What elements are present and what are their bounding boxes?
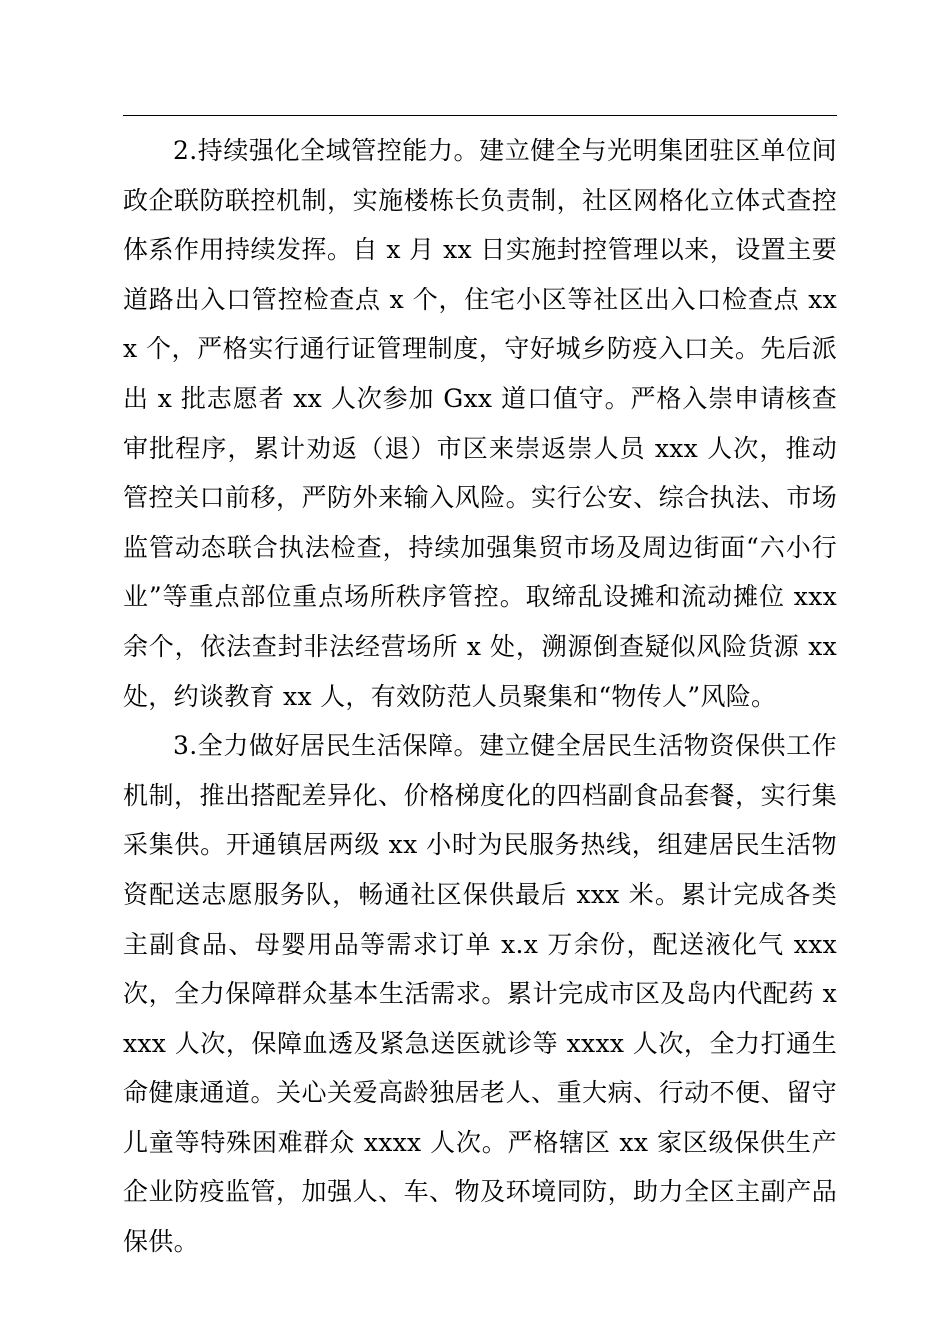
paragraph-control-capability: 2.持续强化全域管控能力。建立健全与光明集团驻区单位间政企联防联控机制，实施楼栋长负责制，社区网格化立体式查控体系作用持续发挥。自 x 月 xx 日实施封控管理以来，设置主要道路出入口管控检查点 x 个，住宅小区等社区出入口检查点 xxx 个，严格实行通行证管理制度，守好城乡防疫入口关。先后派出 x 批志愿者 xx 人次参加 Gxx 道口值守。严格入崇申请核查审批程序，累计劝返（退）市区来崇返崇人员 xxx 人次，推动管控关口前移，严防外来输入风险。实行公安、综合执法、市场监管动态联合执法检查，持续加强集贸市场及周边街面“六小行业”等重点部位重点场所秩序管控。取缔乱设摊和流动摊位 xxx 余个，依法查封非法经营场所 x 处，溯源倒查疑似风险货源 xx 处，约谈教育 xx 人，有效防范人员聚集和“物传人”风险。 xyxy=(123,136,837,711)
header-rule xyxy=(123,115,837,116)
paragraph-living-support: 3.全力做好居民生活保障。建立健全居民生活物资保供工作机制，推出搭配差异化、价格梯度化的四档副食品套餐，实行集采集供。开通镇居两级 xx 小时为民服务热线，组建居民生活物资配送志愿服务队，畅通社区保供最后 xxx 米。累计完成各类主副食品、母婴用品等需求订单 x.x 万余份，配送液化气 xxx 次，全力保障群众基本生活需求。累计完成市区及岛内代配药 xxxx 人次，保障血透及紧急送医就诊等 xxxx 人次，全力打通生命健康通道。关心关爱高龄独居老人、重大病、行动不便、留守儿童等特殊困难群众 xxxx 人次。严格辖区 xx 家区级保供生产企业防疫监管，加强人、车、物及环境同防，助力全区主副产品保供。 xyxy=(123,731,837,1257)
document-body xyxy=(123,126,837,1267)
